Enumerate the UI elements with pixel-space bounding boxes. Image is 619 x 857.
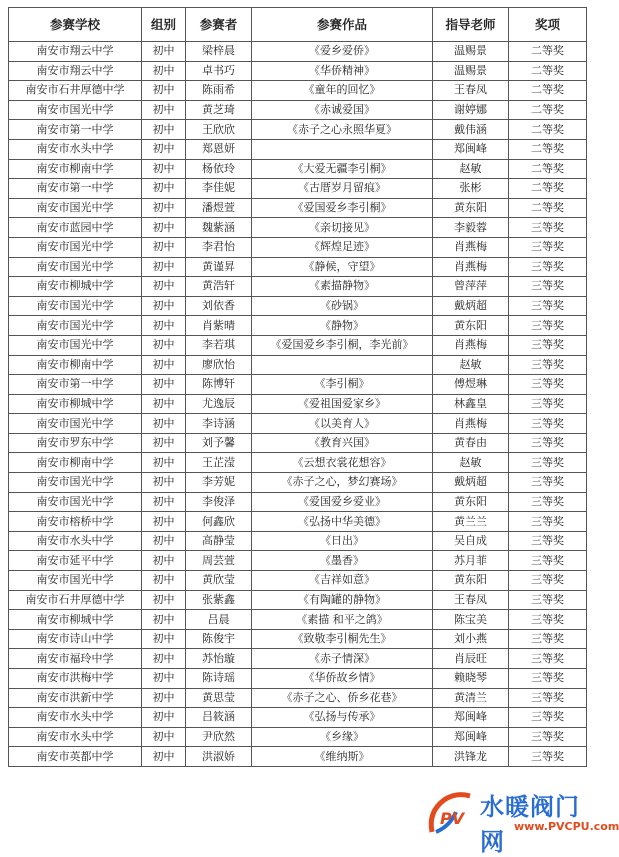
cell-school: 南安市翔云中学 [9, 42, 142, 62]
cell-teacher: 肖燕梅 [433, 237, 509, 257]
cell-participant: 杨依玲 [186, 159, 252, 179]
cell-teacher: 洪锋龙 [433, 747, 509, 767]
cell-school: 南安市国光中学 [9, 492, 142, 512]
table-row [9, 42, 587, 62]
cell-participant: 黄芝琦 [186, 100, 252, 120]
cell-award: 三等奖 [509, 590, 587, 610]
cell-teacher: 王春凤 [433, 590, 509, 610]
header-school: 参赛学校 [9, 8, 142, 42]
cell-school: 南安市柳城中学 [9, 610, 142, 630]
table-row [9, 257, 587, 277]
table-row [9, 610, 587, 630]
cell-participant: 吕晨 [186, 610, 252, 630]
header-row [9, 8, 587, 42]
cell-work: 《维纳斯》 [252, 747, 433, 767]
cell-teacher: 黄东阳 [433, 492, 509, 512]
cell-participant: 李诗涵 [186, 414, 252, 434]
cell-participant: 刘依香 [186, 296, 252, 316]
table-row [9, 198, 587, 218]
cell-teacher: 苏月菲 [433, 551, 509, 571]
cell-award: 三等奖 [509, 708, 587, 728]
cell-group: 初中 [142, 139, 186, 159]
cell-work: 《爱国爱乡爱业》 [252, 492, 433, 512]
header-award: 奖项 [509, 8, 587, 42]
cell-teacher: 曾萍萍 [433, 277, 509, 297]
cell-school: 南安市第一中学 [9, 120, 142, 140]
cell-award: 二等奖 [509, 61, 587, 81]
cell-participant: 王欣欣 [186, 120, 252, 140]
cell-award: 三等奖 [509, 218, 587, 238]
cell-participant: 陈俊宇 [186, 629, 252, 649]
cell-group: 初中 [142, 629, 186, 649]
cell-participant: 尹欣然 [186, 727, 252, 747]
cell-award: 二等奖 [509, 81, 587, 101]
table-row [9, 629, 587, 649]
cell-work: 《日出》 [252, 531, 433, 551]
cell-work: 《辉煌足迹》 [252, 237, 433, 257]
cell-award: 三等奖 [509, 237, 587, 257]
cell-school: 南安市第一中学 [9, 375, 142, 395]
table-row [9, 512, 587, 532]
cell-work: 《爱祖国爱家乡》 [252, 394, 433, 414]
cell-participant: 郑恩妍 [186, 139, 252, 159]
cell-group: 初中 [142, 179, 186, 199]
table-row [9, 218, 587, 238]
cell-group: 初中 [142, 453, 186, 473]
cell-school: 南安市水头中学 [9, 727, 142, 747]
cell-teacher: 黄东阳 [433, 571, 509, 591]
table-row [9, 316, 587, 336]
cell-group: 初中 [142, 610, 186, 630]
cell-school: 南安市柳南中学 [9, 453, 142, 473]
cell-teacher: 黄春由 [433, 433, 509, 453]
cell-teacher: 吴自成 [433, 531, 509, 551]
table-row [9, 296, 587, 316]
cell-participant: 李君怡 [186, 237, 252, 257]
cell-school: 南安市柳城中学 [9, 277, 142, 297]
awards-table [8, 7, 587, 767]
cell-work [252, 355, 433, 375]
header-participant: 参赛者 [186, 8, 252, 42]
cell-work: 《致敬李引桐先生》 [252, 629, 433, 649]
table-row [9, 669, 587, 689]
cell-work: 《赤诚爱国》 [252, 100, 433, 120]
cell-work: 《童年的回忆》 [252, 81, 433, 101]
cell-work: 《墨香》 [252, 551, 433, 571]
cell-award: 三等奖 [509, 747, 587, 767]
cell-award: 三等奖 [509, 355, 587, 375]
cell-award: 二等奖 [509, 100, 587, 120]
cell-group: 初中 [142, 81, 186, 101]
cell-work: 《吉祥如意》 [252, 571, 433, 591]
cell-participant: 魏紫涵 [186, 218, 252, 238]
cell-participant: 何鑫欣 [186, 512, 252, 532]
cell-school: 南安市水头中学 [9, 708, 142, 728]
cell-group: 初中 [142, 316, 186, 336]
cell-school: 南安市国光中学 [9, 414, 142, 434]
cell-school: 南安市石井厚德中学 [9, 81, 142, 101]
cell-teacher: 刘小燕 [433, 629, 509, 649]
cell-teacher: 林鑫皇 [433, 394, 509, 414]
cell-award: 二等奖 [509, 120, 587, 140]
cell-group: 初中 [142, 277, 186, 297]
cell-group: 初中 [142, 414, 186, 434]
cell-school: 南安市罗东中学 [9, 433, 142, 453]
cell-award: 三等奖 [509, 688, 587, 708]
cell-work: 《华侨故乡情》 [252, 669, 433, 689]
cell-school: 南安市水头中学 [9, 531, 142, 551]
site-watermark [392, 784, 619, 856]
table-body [9, 42, 587, 767]
cell-group: 初中 [142, 551, 186, 571]
cell-teacher: 郑闽峰 [433, 708, 509, 728]
cell-participant: 卓书巧 [186, 61, 252, 81]
table-row [9, 414, 587, 434]
cell-award: 三等奖 [509, 316, 587, 336]
cell-participant: 潘煜萱 [186, 198, 252, 218]
cell-teacher: 陈宝美 [433, 610, 509, 630]
table-row [9, 355, 587, 375]
watermark-url: www.PVCPU.com [514, 820, 619, 833]
cell-award: 二等奖 [509, 198, 587, 218]
cell-award: 三等奖 [509, 629, 587, 649]
cell-participant: 王芷滢 [186, 453, 252, 473]
cell-participant: 洪淑娇 [186, 747, 252, 767]
cell-teacher: 温赐景 [433, 61, 509, 81]
cell-teacher: 肖燕梅 [433, 414, 509, 434]
cell-school: 南安市柳南中学 [9, 159, 142, 179]
cell-award: 三等奖 [509, 492, 587, 512]
cell-group: 初中 [142, 727, 186, 747]
cell-teacher: 赵敏 [433, 453, 509, 473]
cell-teacher: 肖燕梅 [433, 335, 509, 355]
table-row [9, 237, 587, 257]
cell-teacher: 傅煜琳 [433, 375, 509, 395]
cell-award: 三等奖 [509, 512, 587, 532]
cell-teacher: 郑闽峰 [433, 139, 509, 159]
cell-work: 《静物》 [252, 316, 433, 336]
cell-work: 《有陶罐的静物》 [252, 590, 433, 610]
table-row [9, 120, 587, 140]
cell-participant: 肖紫晴 [186, 316, 252, 336]
cell-teacher: 黄东阳 [433, 316, 509, 336]
cell-school: 南安市国光中学 [9, 296, 142, 316]
cell-participant: 李俊泽 [186, 492, 252, 512]
cell-group: 初中 [142, 296, 186, 316]
cell-work: 《爱国爱乡李引桐》 [252, 198, 433, 218]
cell-teacher: 郑闽峰 [433, 727, 509, 747]
table-row [9, 433, 587, 453]
cell-work: 《赤子之心、侨乡花巷》 [252, 688, 433, 708]
table-row [9, 179, 587, 199]
cell-work: 《素描静物》 [252, 277, 433, 297]
header-teacher: 指导老师 [433, 8, 509, 42]
cell-participant: 尤逸辰 [186, 394, 252, 414]
cell-school: 南安市洪新中学 [9, 688, 142, 708]
cell-group: 初中 [142, 473, 186, 493]
cell-school: 南安市柳城中学 [9, 394, 142, 414]
cell-school: 南安市国光中学 [9, 100, 142, 120]
cell-group: 初中 [142, 708, 186, 728]
table-row [9, 100, 587, 120]
cell-award: 三等奖 [509, 669, 587, 689]
cell-school: 南安市榕桥中学 [9, 512, 142, 532]
cell-group: 初中 [142, 688, 186, 708]
cell-work: 《云想衣裳花想容》 [252, 453, 433, 473]
cell-school: 南安市国光中学 [9, 237, 142, 257]
cell-teacher: 赵敏 [433, 159, 509, 179]
cell-participant: 黄思莹 [186, 688, 252, 708]
cell-work: 《赤子之心永照华夏》 [252, 120, 433, 140]
cell-teacher: 戴伟涵 [433, 120, 509, 140]
table-row [9, 159, 587, 179]
cell-teacher: 温赐景 [433, 42, 509, 62]
cell-participant: 黄浩轩 [186, 277, 252, 297]
cell-participant: 黄谨昇 [186, 257, 252, 277]
cell-school: 南安市第一中学 [9, 179, 142, 199]
cell-teacher: 黄东阳 [433, 198, 509, 218]
cell-award: 三等奖 [509, 335, 587, 355]
table-header [9, 8, 587, 42]
cell-participant: 黄欣莹 [186, 571, 252, 591]
table-row [9, 453, 587, 473]
table-row [9, 649, 587, 669]
cell-award: 三等奖 [509, 649, 587, 669]
cell-school: 南安市蓝园中学 [9, 218, 142, 238]
cell-work [252, 139, 433, 159]
cell-work: 《古厝岁月留痕》 [252, 179, 433, 199]
cell-work: 《赤子之心，梦幻赛场》 [252, 473, 433, 493]
cell-school: 南安市国光中学 [9, 257, 142, 277]
cell-teacher: 肖燕梅 [433, 257, 509, 277]
cell-school: 南安市洪梅中学 [9, 669, 142, 689]
cell-school: 南安市柳南中学 [9, 355, 142, 375]
cell-participant: 廖欣怡 [186, 355, 252, 375]
cell-teacher: 戴炳超 [433, 473, 509, 493]
table-row [9, 571, 587, 591]
cell-teacher: 黄兰兰 [433, 512, 509, 532]
cell-group: 初中 [142, 433, 186, 453]
table-row [9, 590, 587, 610]
table-row [9, 473, 587, 493]
cell-teacher: 李毅蓉 [433, 218, 509, 238]
cell-group: 初中 [142, 649, 186, 669]
cell-group: 初中 [142, 531, 186, 551]
cell-school: 南安市国光中学 [9, 335, 142, 355]
cell-award: 三等奖 [509, 257, 587, 277]
cell-group: 初中 [142, 120, 186, 140]
cell-work: 《爱乡爱侨》 [252, 42, 433, 62]
cell-teacher: 王春凤 [433, 81, 509, 101]
cell-award: 三等奖 [509, 394, 587, 414]
cell-work: 《弘扬中华美德》 [252, 512, 433, 532]
cell-award: 三等奖 [509, 296, 587, 316]
cell-teacher: 肖辰旺 [433, 649, 509, 669]
cell-participant: 吕筱涵 [186, 708, 252, 728]
cell-group: 初中 [142, 590, 186, 610]
header-work: 参赛作品 [252, 8, 433, 42]
cell-school: 南安市翔云中学 [9, 61, 142, 81]
cell-award: 三等奖 [509, 414, 587, 434]
cell-group: 初中 [142, 159, 186, 179]
cell-work: 《华侨精神》 [252, 61, 433, 81]
cell-teacher: 黄清兰 [433, 688, 509, 708]
cell-participant: 张紫鑫 [186, 590, 252, 610]
cell-award: 三等奖 [509, 610, 587, 630]
table-row [9, 394, 587, 414]
cell-group: 初中 [142, 512, 186, 532]
cell-participant: 陈博轩 [186, 375, 252, 395]
cell-group: 初中 [142, 218, 186, 238]
cell-school: 南安市延平中学 [9, 551, 142, 571]
cell-award: 三等奖 [509, 473, 587, 493]
table-row [9, 747, 587, 767]
cell-school: 南安市石井厚德中学 [9, 590, 142, 610]
cell-group: 初中 [142, 747, 186, 767]
cell-work: 《亲切接见》 [252, 218, 433, 238]
table-row [9, 531, 587, 551]
cell-school: 南安市诗山中学 [9, 629, 142, 649]
table-row [9, 277, 587, 297]
cell-participant: 高静莹 [186, 531, 252, 551]
logo-letters: PV [440, 809, 465, 828]
cell-award: 二等奖 [509, 139, 587, 159]
cell-work: 《乡缘》 [252, 727, 433, 747]
cell-group: 初中 [142, 100, 186, 120]
cell-group: 初中 [142, 492, 186, 512]
cell-work: 《静候，守望》 [252, 257, 433, 277]
cell-participant: 李佳妮 [186, 179, 252, 199]
table-row [9, 727, 587, 747]
cell-participant: 苏怡璇 [186, 649, 252, 669]
cell-award: 二等奖 [509, 159, 587, 179]
cell-teacher: 张彬 [433, 179, 509, 199]
cell-participant: 陈诗瑶 [186, 669, 252, 689]
cell-award: 三等奖 [509, 571, 587, 591]
cell-teacher: 赵敏 [433, 355, 509, 375]
cell-award: 三等奖 [509, 453, 587, 473]
cell-award: 二等奖 [509, 42, 587, 62]
cell-work: 《赤子情深》 [252, 649, 433, 669]
pv-logo-icon [426, 792, 476, 836]
cell-teacher: 赖晓琴 [433, 669, 509, 689]
cell-work: 《大爱无疆李引桐》 [252, 159, 433, 179]
watermark-title: 水暖阀门网 [480, 793, 580, 856]
cell-work: 《砂锅》 [252, 296, 433, 316]
cell-award: 三等奖 [509, 551, 587, 571]
cell-group: 初中 [142, 257, 186, 277]
cell-school: 南安市国光中学 [9, 198, 142, 218]
cell-participant: 李芳妮 [186, 473, 252, 493]
cell-group: 初中 [142, 375, 186, 395]
cell-group: 初中 [142, 335, 186, 355]
cell-participant: 陈雨希 [186, 81, 252, 101]
table-row [9, 375, 587, 395]
cell-participant: 李若琪 [186, 335, 252, 355]
header-group: 组别 [142, 8, 186, 42]
cell-school: 南安市水头中学 [9, 139, 142, 159]
table-row [9, 551, 587, 571]
table-row [9, 81, 587, 101]
cell-award: 二等奖 [509, 179, 587, 199]
cell-school: 南安市福玲中学 [9, 649, 142, 669]
cell-group: 初中 [142, 42, 186, 62]
cell-teacher: 戴炳超 [433, 296, 509, 316]
table-row [9, 708, 587, 728]
table-row [9, 335, 587, 355]
cell-work: 《爱国爱乡李引桐，李光前》 [252, 335, 433, 355]
cell-group: 初中 [142, 669, 186, 689]
cell-work: 《教育兴国》 [252, 433, 433, 453]
cell-group: 初中 [142, 394, 186, 414]
cell-school: 南安市国光中学 [9, 473, 142, 493]
cell-work: 《以美育人》 [252, 414, 433, 434]
cell-group: 初中 [142, 198, 186, 218]
cell-participant: 周芸萱 [186, 551, 252, 571]
cell-work: 《弘扬与传承》 [252, 708, 433, 728]
cell-school: 南安市国光中学 [9, 316, 142, 336]
table-row [9, 492, 587, 512]
table-row [9, 688, 587, 708]
cell-award: 三等奖 [509, 433, 587, 453]
cell-award: 三等奖 [509, 531, 587, 551]
cell-participant: 梁梓晨 [186, 42, 252, 62]
cell-group: 初中 [142, 237, 186, 257]
table-row [9, 61, 587, 81]
cell-group: 初中 [142, 61, 186, 81]
cell-teacher: 谢婷娜 [433, 100, 509, 120]
cell-work: 《素描 和平之鸽》 [252, 610, 433, 630]
table-row [9, 139, 587, 159]
cell-group: 初中 [142, 571, 186, 591]
cell-school: 南安市英都中学 [9, 747, 142, 767]
cell-work: 《李引桐》 [252, 375, 433, 395]
cell-school: 南安市国光中学 [9, 571, 142, 591]
cell-award: 三等奖 [509, 375, 587, 395]
cell-participant: 刘予馨 [186, 433, 252, 453]
cell-award: 三等奖 [509, 277, 587, 297]
cell-group: 初中 [142, 355, 186, 375]
cell-award: 三等奖 [509, 727, 587, 747]
